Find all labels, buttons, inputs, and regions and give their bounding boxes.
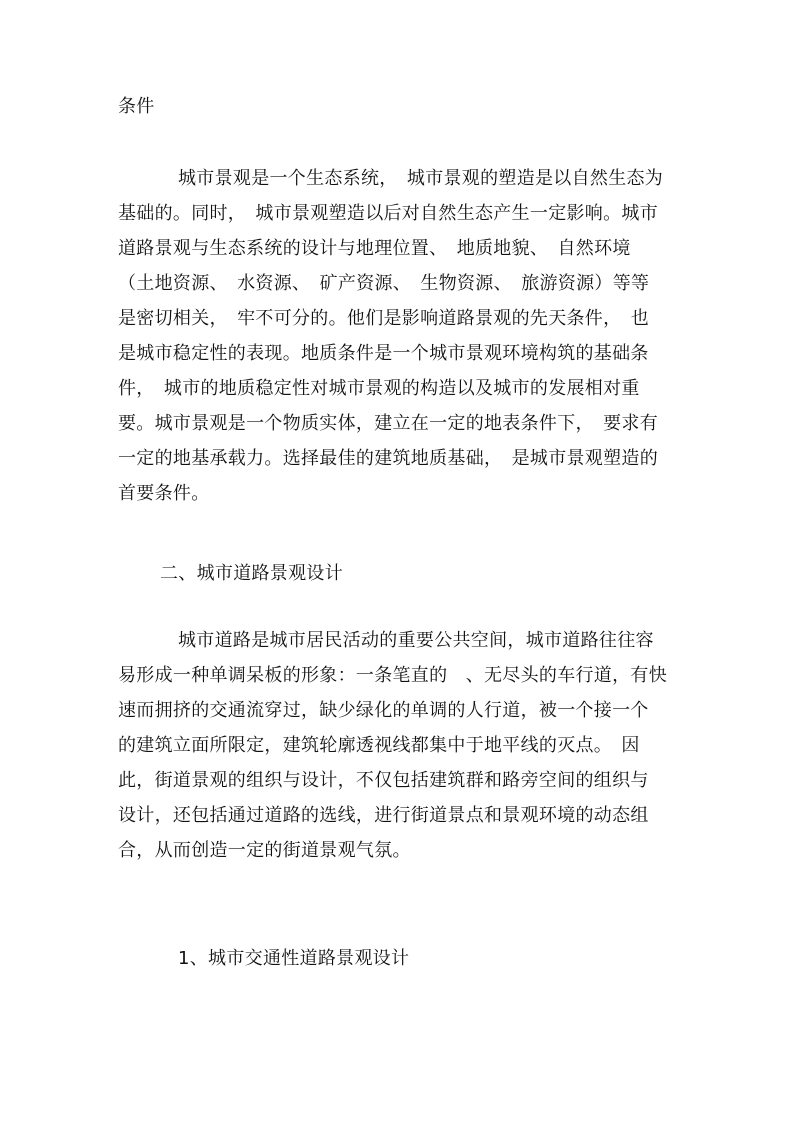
paragraph1-line-10: 首要条件。 [118,483,210,504]
paragraph2-line-7: 合，从而创造一定的街道景观气氛。 [118,840,411,861]
paragraph1-line-2: 基础的。同时， 城市景观塑造以后对自然生态产生一定影响。城市 [118,203,658,224]
paragraph1-line-9: 一定的地基承载力。选择最佳的建筑地质基础， 是城市景观塑造的 [118,448,658,469]
paragraph2-line-5: 此，街道景观的组织与设计，不仅包括建筑群和路旁空间的组织与 [118,770,649,791]
section-heading-2: 二、城市道路景观设计 [160,563,343,584]
paragraph1-line-4: （土地资源、 水资源、 矿产资源、 生物资源、 旅游资源）等等 [118,273,650,294]
paragraph1-line-6: 是城市稳定性的表现。地质条件是一个城市景观环境构筑的基础条 [118,343,649,364]
subsection-heading-1: 1、城市交通性道路景观设计 [178,948,410,969]
paragraph2-line-3: 速而拥挤的交通流穿过，缺少绿化的单调的人行道，被一个接一个 [118,700,649,721]
paragraph2-line-2: 易形成一种单调呆板的形象：一条笔直的 、无尽头的车行道，有快 [118,665,667,686]
paragraph1-line-5: 是密切相关， 牢不可分的。他们是影响道路景观的先天条件， 也 [118,308,649,329]
paragraph2-line-4: 的建筑立面所限定，建筑轮廓透视线都集中于地平线的灭点。 因 [118,735,640,756]
paragraph1-line-8: 要。城市景观是一个物质实体，建立在一定的地表条件下， 要求有 [118,413,658,434]
paragraph2-line-1: 城市道路是城市居民活动的重要公共空间，城市道路往往容 [178,630,654,651]
paragraph1-line-7: 件， 城市的地质稳定性对城市景观的构造以及城市的发展相对重 [118,378,640,399]
paragraph1-line-3: 道路景观与生态系统的设计与地理位置、 地质地貌、 自然环境 [118,238,631,259]
top-fragment-text: 条件 [118,96,155,117]
paragraph1-line-1: 城市景观是一个生态系统， 城市景观的塑造是以自然生态为 [178,168,664,189]
paragraph2-line-6: 设计，还包括通过道路的选线，进行街道景点和景观环境的动态组 [118,805,649,826]
